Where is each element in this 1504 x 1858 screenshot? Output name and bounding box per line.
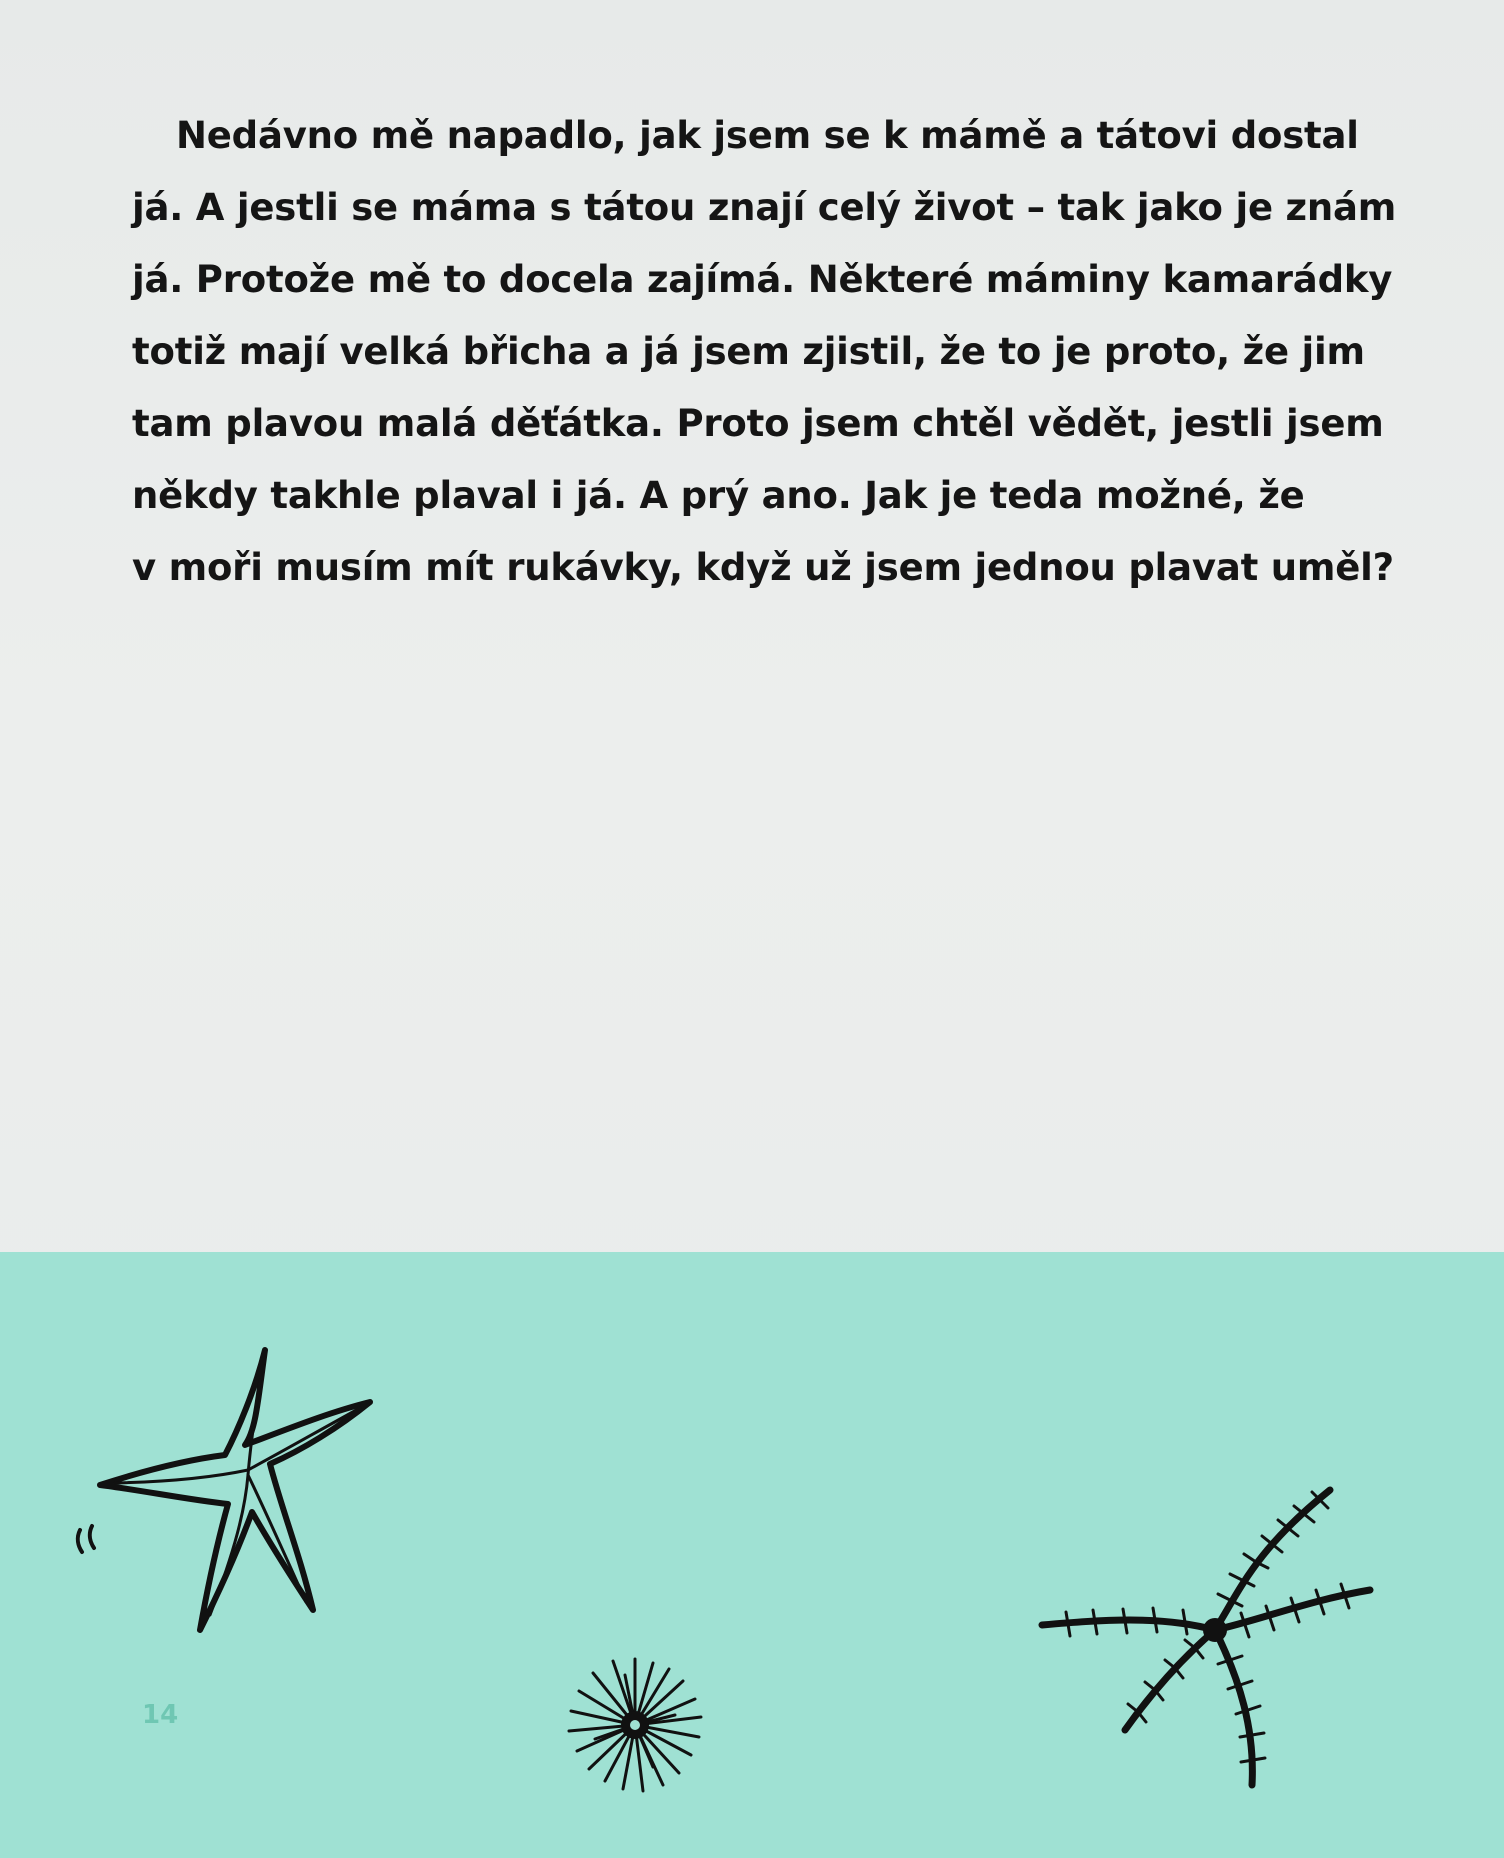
paragraph-line: v moři musím mít rukávky, když už jsem jednou plavat uměl?	[132, 546, 1394, 589]
sea-urchin-icon	[565, 1655, 705, 1795]
page-number: 14	[142, 1700, 179, 1730]
paragraph-line: totiž mají velká břicha a já jsem zjistil, že to je proto, že jim	[132, 330, 1365, 373]
paragraph-line: někdy takhle plaval i já. A prý ano. Jak je teda možné, že	[132, 474, 1305, 517]
paragraph-line: já. Protože mě to docela zajímá. Některé máminy kamarádky	[132, 258, 1393, 301]
paragraph-line: Nedávno mě napadlo, jak jsem se k mámě a tátovi dostal	[176, 114, 1359, 157]
brittle-star-icon	[1030, 1480, 1390, 1800]
starfish-icon	[70, 1340, 380, 1640]
paragraph-line: tam plavou malá děťátka. Proto jsem chtěl vědět, jestli jsem	[132, 402, 1384, 445]
paragraph-line: já. A jestli se máma s tátou znají celý život – tak jako je znám	[132, 186, 1397, 229]
